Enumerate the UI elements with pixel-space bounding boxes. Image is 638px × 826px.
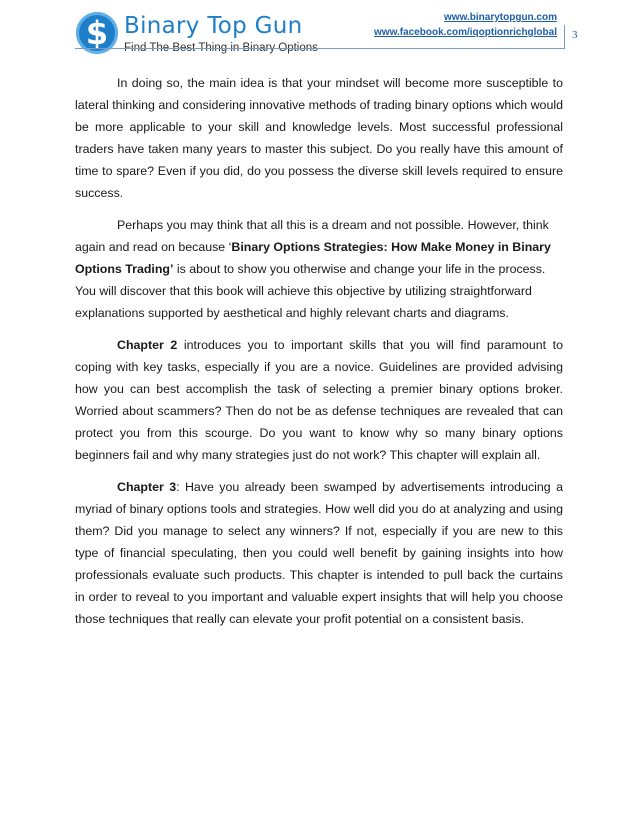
logo-title: Binary Top Gun — [124, 13, 303, 39]
header-divider — [75, 48, 564, 49]
facebook-link[interactable]: www.facebook.com/iqoptionrichglobal — [374, 27, 557, 38]
page-number: 3 — [572, 29, 578, 41]
paragraph-text: Perhaps you may think that all this is a dream and not possible. However, think again and read on because ‘ — [75, 218, 549, 254]
paragraph-chapter-3 — [75, 476, 563, 630]
paragraph-text: is about to show you otherwise and change your life in the process. You will discover that this book will achieve this objective by utilizing straightforward explanations supported by aesthetical and highly relevant charts and diagrams. — [75, 262, 546, 320]
chapter-2-heading: Chapter 2 — [117, 338, 178, 352]
book-title: Binary Options Strategies: How Make Money in Binary Options Trading’ — [75, 240, 551, 276]
brand-logo — [76, 12, 318, 58]
chapter-3-heading: Chapter 3 — [117, 480, 177, 494]
header-links — [374, 10, 557, 40]
paragraph-chapter-2 — [75, 334, 563, 466]
logo-tagline: Find The Best Thing in Binary Options — [124, 42, 318, 54]
dollar-sign: $ — [85, 14, 109, 52]
paragraph-text: introduces you to important skills that you will find paramount to coping with key tasks, especially if you are a novice. Guidelines are provided advising how you can best accomplish the task of selecting a premier binary options broker. Worried about scammers? Then do not be as defense techniques are revealed that can protect you from this scourge. Do you want to know why so many binary options beginners fail and why many strategies just do not work? This chapter will explain all. — [75, 338, 563, 462]
paragraph-intro: In doing so, the main idea is that your mindset will become more susceptible to lateral thinking and considering innovative methods of trading binary options which would be more applicable to your skill and knowledge levels. Most successful professional traders have taken many years to master this subject. Do you really have this amount of time to spare? Even if you did, do you possess the diverse skill levels required to ensure success. — [75, 76, 563, 200]
paragraph-book-title — [75, 214, 563, 324]
site-link[interactable]: www.binarytopgun.com — [444, 12, 557, 23]
paragraph-text: : Have you already been swamped by advertisements introducing a myriad of binary options tools and strategies. How well did you do at analyzing and using them? Did you manage to select any winners? If not, especially if you are new to this type of financial speculating, then you could well benefit by gaining insights into how professionals evaluate such products. This chapter is intended to pull back the curtains in order to reveal to you important and valuable expert insights that will help you choose those techniques that really can elevate your profit potential on a consistent basis. — [75, 480, 563, 626]
body-text — [75, 72, 563, 640]
